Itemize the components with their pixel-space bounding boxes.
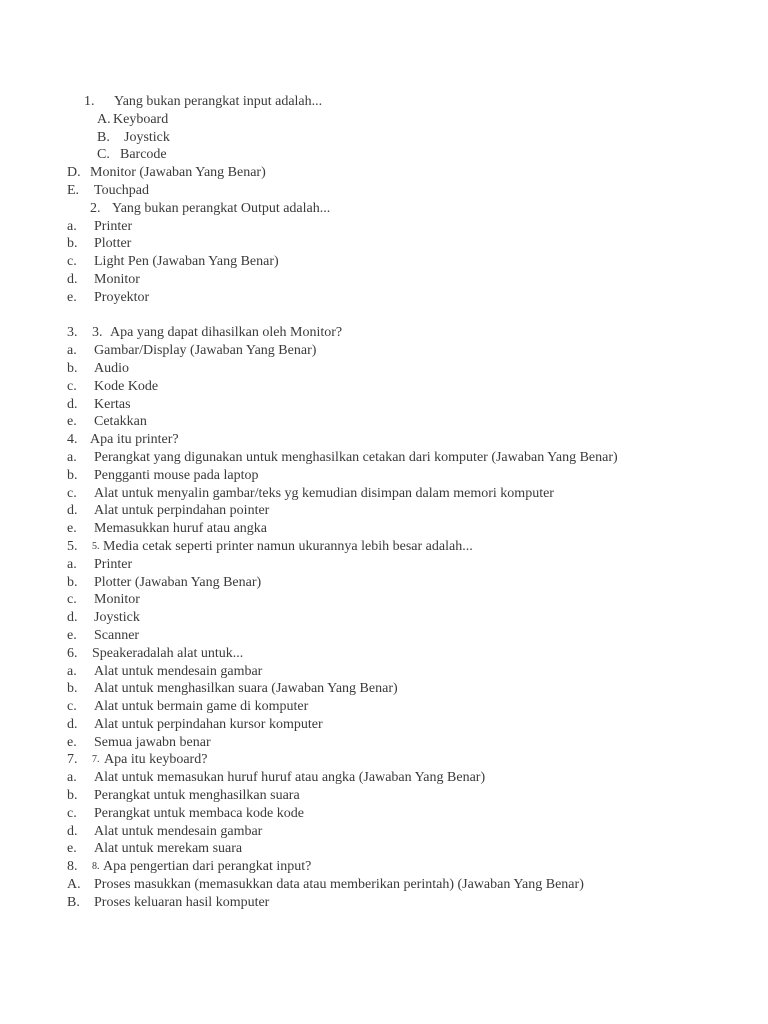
option-text: Memasukkan huruf atau angka [94,521,267,537]
option-text: Semua jawabn benar [94,734,211,750]
option-item [0,413,768,431]
option-marker: d. [67,271,78,287]
option-marker: d. [67,716,78,732]
option-marker: A. [97,111,111,127]
option-marker: b. [67,360,78,376]
option-item [0,396,768,414]
option-marker: b. [67,236,78,252]
option-text: Touchpad [94,182,150,198]
option-item [0,787,768,805]
option-item [0,627,768,645]
option-marker: b. [67,681,78,697]
option-item [0,716,768,734]
option-text: Perangkat untuk menghasilkan suara [94,788,300,804]
option-item [0,467,768,485]
question-5-text: Media cetak seperti printer namun ukurannya lebih besar adalah... [103,538,473,554]
option-item [0,129,768,147]
option-text: Perangkat untuk membaca kode kode [94,805,304,821]
option-marker: a. [67,449,77,465]
question-8-number: 8. [67,859,78,875]
option-item [0,680,768,698]
question-5-number: 5. [67,538,78,554]
option-text: Joystick [94,610,140,626]
question-3-text: Apa yang dapat dihasilkan oleh Monitor? [110,325,343,341]
option-item [0,591,768,609]
option-text: Proses keluaran hasil komputer [94,894,270,910]
option-item [0,663,768,681]
option-item [0,271,768,289]
document-page [0,93,768,912]
option-item [0,609,768,627]
option-marker: D. [67,165,81,181]
option-marker: e. [67,414,77,430]
option-item [0,840,768,858]
option-marker: e. [67,734,77,750]
option-item [0,146,768,164]
option-item [0,253,768,271]
option-item [0,876,768,894]
question-5 [0,538,768,556]
option-item [0,378,768,396]
option-marker: b. [67,788,78,804]
option-text: Audio [94,360,129,376]
option-marker: c. [67,378,77,394]
question-7-number: 7. [67,752,78,768]
option-marker: c. [67,485,77,501]
question-5-inner-number: 5. [92,540,100,552]
option-text: Gambar/Display (Jawaban Yang Benar) [94,343,317,359]
option-text: Monitor [94,271,140,287]
option-marker: c. [67,254,77,270]
option-item [0,164,768,182]
option-marker: B. [67,894,80,910]
option-text: Alat untuk perpindahan kursor komputer [94,716,323,732]
option-text: Alat untuk menyalin gambar/teks yg kemudian disimpan dalam memori komputer [94,485,554,501]
option-text: Plotter [94,236,132,252]
option-marker: b. [67,467,78,483]
option-text: Kode Kode [94,378,159,394]
option-marker: A. [67,877,81,893]
option-text: Printer [94,218,133,234]
option-text: Barcode [120,147,167,163]
option-text: Scanner [94,627,140,643]
option-text: Alat untuk perpindahan pointer [94,503,270,519]
option-item [0,502,768,520]
option-item [0,734,768,752]
option-text: Keyboard [113,111,169,127]
option-text: Alat untuk mendesain gambar [94,823,263,839]
option-text: Alat untuk memasukan huruf huruf atau angka (Jawaban Yang Benar) [94,770,486,786]
option-text: Proses masukkan (memasukkan data atau memberikan perintah) (Jawaban Yang Benar) [94,877,584,893]
option-text: Alat untuk mendesain gambar [94,663,263,679]
option-marker: C. [97,147,110,163]
option-marker: e. [67,521,77,537]
option-marker: a. [67,343,77,359]
option-text: Alat untuk menghasilkan suara (Jawaban Yang Benar) [94,681,398,697]
option-text: Cetakkan [94,414,147,430]
option-marker: d. [67,503,78,519]
option-marker: c. [67,592,77,608]
question-3-inner-number: 3. [92,325,103,341]
option-text: Proyektor [94,289,150,305]
question-6-text: Speakeradalah alat untuk... [92,645,244,661]
option-item [0,289,768,307]
question-2-text: Yang bukan perangkat Output adalah... [112,200,331,216]
option-marker: c. [67,805,77,821]
blank-line [0,307,768,325]
option-text: Alat untuk merekam suara [94,841,243,857]
option-text: Pengganti mouse pada laptop [94,467,259,483]
question-2-number: 2. [90,200,101,216]
question-7 [0,751,768,769]
question-4-number: 4. [67,432,78,448]
option-item [0,111,768,129]
option-item [0,182,768,200]
option-item [0,556,768,574]
option-text: Kertas [94,396,131,412]
option-item [0,769,768,787]
option-text: Monitor (Jawaban Yang Benar) [90,165,266,181]
option-item [0,342,768,360]
option-item [0,894,768,912]
option-text: Joystick [124,129,170,145]
question-4-text: Apa itu printer? [90,432,179,448]
option-item [0,360,768,378]
option-marker: a. [67,218,77,234]
option-item [0,574,768,592]
option-text: Printer [94,556,133,572]
option-marker: a. [67,663,77,679]
option-item [0,805,768,823]
option-text: Alat untuk bermain game di komputer [94,699,309,715]
option-marker: b. [67,574,78,590]
question-3-number: 3. [67,325,78,341]
option-item [0,449,768,467]
option-marker: e. [67,627,77,643]
question-8-inner-number: 8. [92,861,100,873]
option-marker: d. [67,396,78,412]
option-item [0,218,768,236]
option-item [0,520,768,538]
option-item [0,485,768,503]
option-marker: d. [67,610,78,626]
option-marker: d. [67,823,78,839]
question-1-text: Yang bukan perangkat input adalah... [114,94,323,109]
option-text: Monitor [94,592,140,608]
question-6-number: 6. [67,645,78,661]
option-marker: B. [97,129,110,145]
option-item [0,235,768,253]
option-item [0,823,768,841]
question-1-number: 1. [84,94,95,109]
option-marker: c. [67,699,77,715]
question-8-text: Apa pengertian dari perangkat input? [103,859,312,875]
option-item [0,698,768,716]
question-4 [0,431,768,449]
question-1 [0,93,768,111]
option-marker: e. [67,841,77,857]
option-marker: e. [67,289,77,305]
option-text: Light Pen (Jawaban Yang Benar) [94,254,279,270]
question-6 [0,645,768,663]
option-text: Perangkat yang digunakan untuk menghasilkan cetakan dari komputer (Jawaban Yang Benar) [94,449,618,465]
option-marker: a. [67,770,77,786]
option-marker: a. [67,556,77,572]
question-8 [0,858,768,876]
option-text: Plotter (Jawaban Yang Benar) [94,574,262,590]
option-marker: E. [67,182,80,198]
question-7-inner-number: 7. [92,754,100,766]
question-2 [0,200,768,218]
question-3 [0,324,768,342]
question-7-text: Apa itu keyboard? [104,752,208,768]
